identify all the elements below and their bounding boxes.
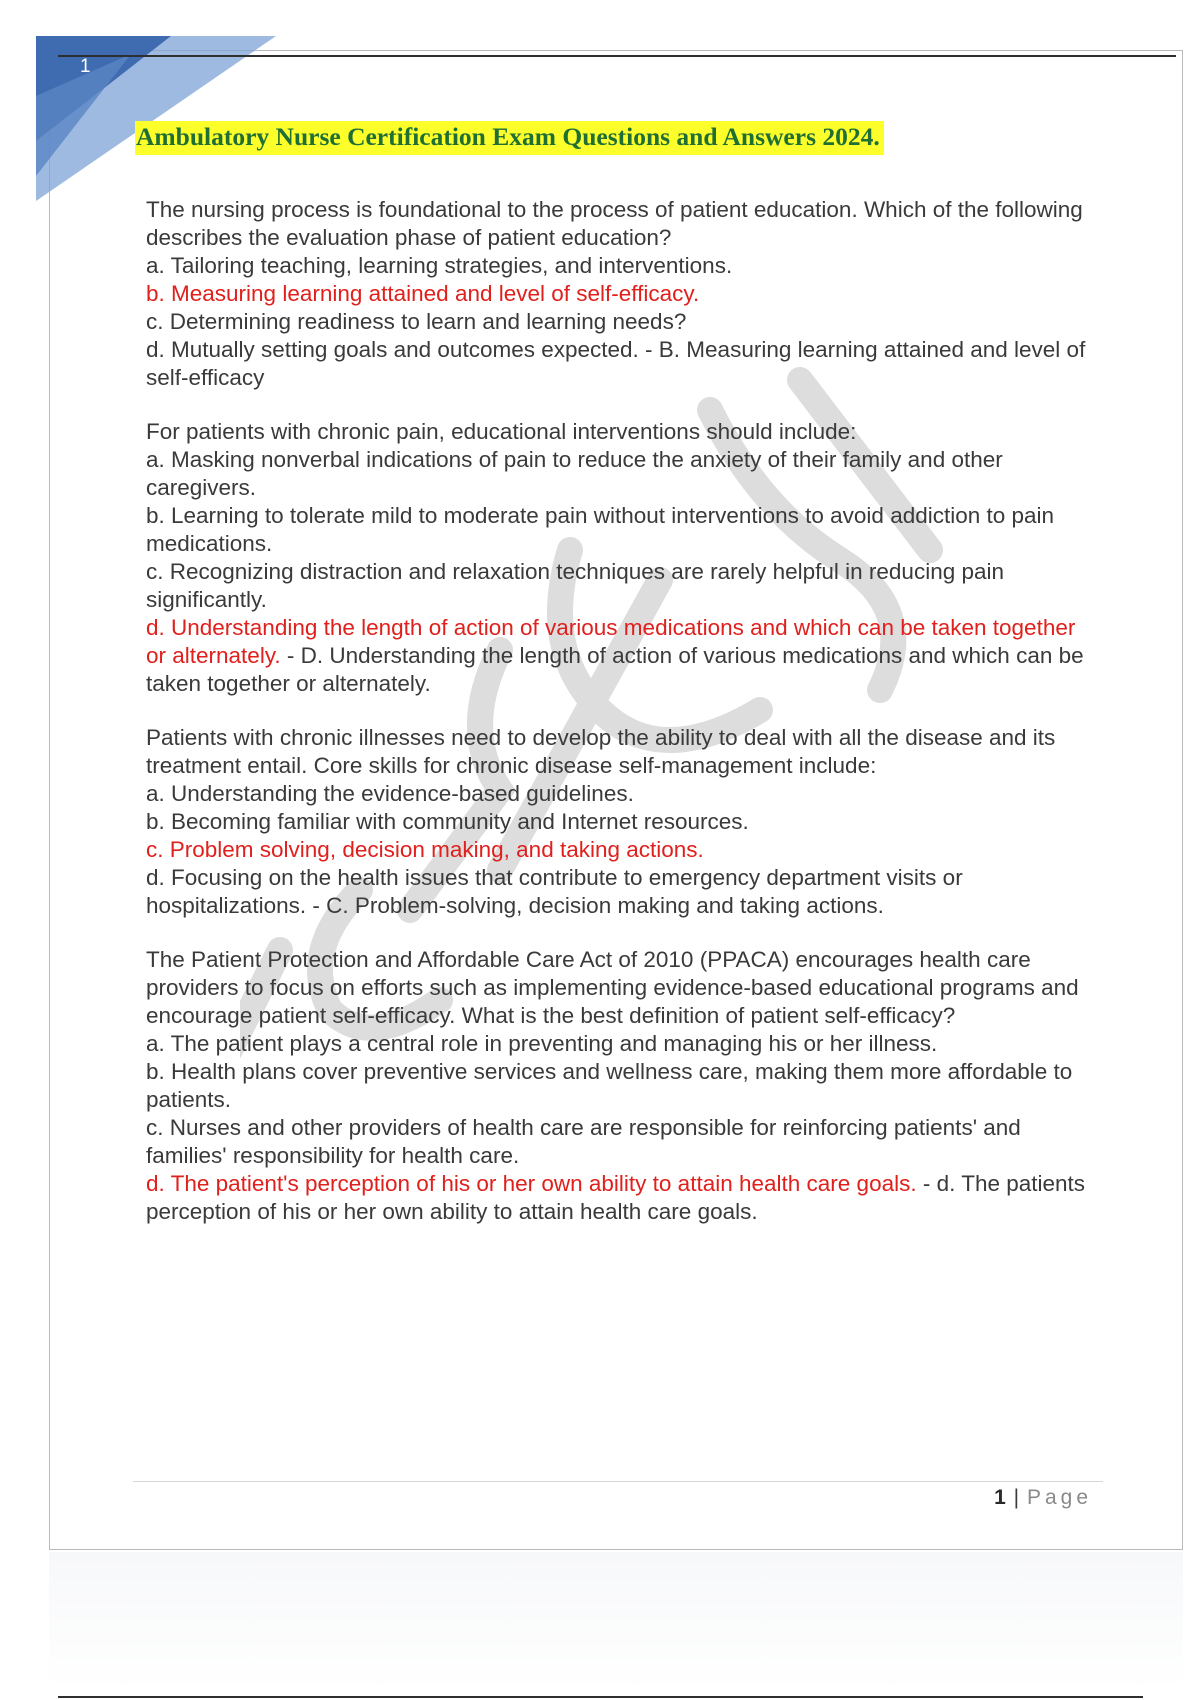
option-d: [146, 864, 1096, 920]
answer-key: - d. The patients perception of his or her own ability to attain health care goals.: [146, 1171, 1086, 1224]
option-b: b. Becoming familiar with community and Internet resources.: [146, 809, 749, 834]
option-b: b. Learning to tolerate mild to moderate pain without interventions to avoid addiction to pain medications.: [146, 503, 1055, 556]
corner-page-number: 1: [80, 56, 91, 77]
option-d: [146, 614, 1096, 698]
question-text: The nursing process is foundational to the process of patient education. Which of the following describes the evaluation phase of patient education?: [146, 197, 1083, 250]
answer-key: - C. Problem-solving, decision making and taking actions.: [306, 893, 884, 918]
option-c: c. Nurses and other providers of health care are responsible for reinforcing patients' and families' responsibility for health care.: [146, 1115, 1021, 1168]
option-a: a. Tailoring teaching, learning strategies, and interventions.: [146, 253, 733, 278]
question-text: For patients with chronic pain, educational interventions should include:: [146, 419, 857, 444]
question-text: The Patient Protection and Affordable Care Act of 2010 (PPACA) encourages health care providers to focus on efforts such as implementing evidence-based educational programs and encourage patient self-efficacy. What is the best definition of patient self-efficacy?: [146, 947, 1079, 1028]
option-c-correct: c. Problem solving, decision making, and taking actions.: [146, 837, 704, 862]
question-block-2: [146, 418, 1096, 698]
corner-decoration: [36, 36, 276, 201]
option-d-correct: d. Understanding the length of action of various medications and which can be taken together or alternately.: [146, 615, 1076, 668]
option-c: c. Recognizing distraction and relaxation techniques are rarely helpful in reducing pain significantly.: [146, 559, 1005, 612]
option-a: a. Understanding the evidence-based guidelines.: [146, 781, 634, 806]
option-b: b. Health plans cover preventive services and wellness care, making them more affordable to patients.: [146, 1059, 1073, 1112]
footer-page-label: Page: [1026, 1486, 1092, 1509]
next-page-header-rule: [58, 1696, 1143, 1698]
question-list: [146, 196, 1096, 1252]
footer-separator: |: [1013, 1486, 1021, 1509]
option-c: c. Determining readiness to learn and learning needs?: [146, 309, 687, 334]
question-block-1: [146, 196, 1096, 392]
answer-key: - B. Measuring learning attained and level of self-efficacy: [146, 337, 1086, 390]
option-a: a. Masking nonverbal indications of pain to reduce the anxiety of their family and other caregivers.: [146, 447, 1003, 500]
option-d-text: d. Focusing on the health issues that contribute to emergency department visits or hospitalizations.: [146, 865, 963, 918]
footer-page-number: [994, 1486, 1092, 1510]
next-page-preview: [49, 1552, 1183, 1692]
option-d: [146, 336, 1096, 392]
question-block-3: [146, 724, 1096, 920]
question-text: Patients with chronic illnesses need to develop the ability to deal with all the disease and its treatment entail. Core skills for chronic disease self-management include:: [146, 725, 1056, 778]
document-title: Ambulatory Nurse Certification Exam Questions and Answers 2024.: [135, 121, 884, 155]
option-d-text: d. Mutually setting goals and outcomes expected.: [146, 337, 639, 362]
option-b-correct: b. Measuring learning attained and level of self-efficacy.: [146, 281, 700, 306]
option-d-correct: d. The patient's perception of his or her own ability to attain health care goals.: [146, 1171, 917, 1196]
answer-key: - D. Understanding the length of action of various medications and which can be taken together or alternately.: [146, 643, 1084, 696]
footer-rule: [133, 1481, 1103, 1482]
question-block-4: [146, 946, 1096, 1226]
option-d: [146, 1170, 1096, 1226]
option-a: a. The patient plays a central role in preventing and managing his or her illness.: [146, 1031, 938, 1056]
footer-page-num: 1: [994, 1486, 1007, 1509]
header-rule: [58, 55, 1176, 57]
